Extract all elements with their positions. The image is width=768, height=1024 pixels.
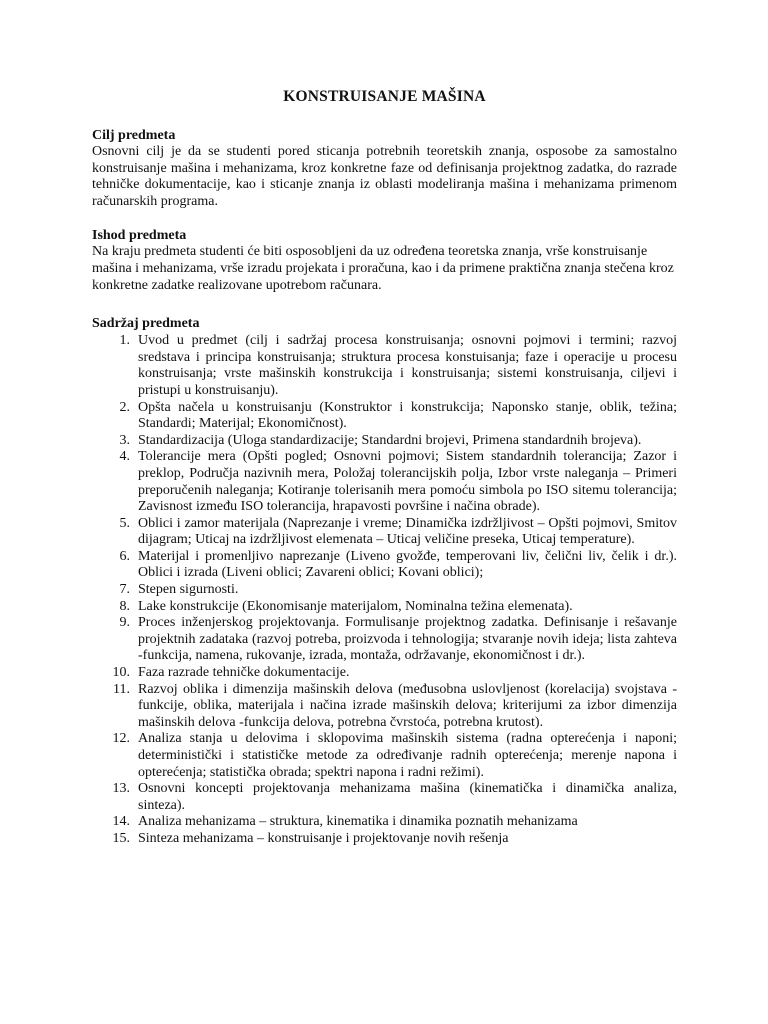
list-item	[92, 400, 677, 433]
list-item-text: Opšta načela u konstruisanju (Konstruktor i konstrukcija; Naponsko stanje, oblik, težina; Standardi; Materijal; Ekonomičnost).	[138, 399, 677, 432]
list-item-text: Proces inženjerskog projektovanja. Formulisanje projektnog zadatka. Definisanje i rešavanje projektnih zadataka (razvoj potreba, proizvoda i tehnologija; stvaranje novih ideja; lista zahteva -funkcija, namena, rukovanje, izrada, montaža, održavanje, ekonomičnost i dr.).	[138, 615, 677, 664]
list-item-number: 10.	[112, 665, 130, 681]
list-item-number: 1.	[119, 333, 130, 349]
list-item-number: 3.	[119, 432, 130, 448]
list-item	[92, 516, 677, 549]
list-item-text: Oblici i zamor materijala (Naprezanje i vreme; Dinamička izdržljivost – Opšti pojmovi, Smitov dijagram; Uticaj na izdržljivost elemenata – Uticaj veličine preseka, Uticaj temperature).	[138, 515, 677, 548]
list-item-number: 15.	[112, 830, 130, 846]
section-heading-course-content: Sadržaj predmeta	[92, 316, 200, 332]
section-heading-course-outcome: Ishod predmeta	[92, 228, 187, 244]
list-item	[92, 599, 677, 616]
list-item	[92, 433, 677, 450]
list-item-number: 13.	[112, 781, 130, 797]
list-item	[92, 449, 677, 515]
section-course-goal	[92, 127, 677, 210]
list-item-text: Sinteza mehanizama – konstruisanje i projektovanje novih rešenja	[138, 830, 509, 846]
section-course-outcome	[92, 227, 677, 294]
document-page	[92, 0, 677, 848]
course-content-list	[92, 333, 677, 847]
list-item-text: Uvod u predmet (cilj i sadržaj procesa konstruisanja; osnovni pojmovi i termini; razvoj sredstava i principa konstruisanja; struktura procesa konstuisanja; faze i operacije u procesu konstruisanja; vrste mašinskih konstrukcija i konstruisanja; sistemi konstruisanja, ciljevi i pristupi u konstruisanju).	[138, 333, 677, 398]
list-item-number: 9.	[119, 615, 130, 631]
list-item-number: 12.	[112, 731, 130, 747]
list-item-text: Analiza stanja u delovima i sklopovima mašinskih sistema (radna opterećenja i naponi; deterministički i statističke metode za određivanje radnih opterećenja; merenje napona i opterećenja; statistička obrada; spektri napona i radni režimi).	[138, 731, 677, 780]
section-course-content	[92, 315, 677, 847]
list-item-text: Faza razrade tehničke dokumentacije.	[138, 665, 350, 681]
list-item	[92, 682, 677, 732]
list-item	[92, 731, 677, 781]
list-item-number: 6.	[119, 548, 130, 564]
list-item-number: 7.	[119, 582, 130, 598]
list-item	[92, 831, 677, 848]
course-outcome-text: Na kraju predmeta studenti će biti osposobljeni da uz određena teoretska znanja, vrše konstruisanje mašina i mehanizama, vrše izradu projekata i proračuna, kao i da primene praktična znanja stečena kroz konkretne zadatke realizovane upotrebom računara.	[92, 244, 674, 293]
list-item	[92, 781, 677, 814]
list-item-text: Analiza mehanizama – struktura, kinematika i dinamika poznatih mehanizama	[138, 814, 578, 830]
list-item-text: Osnovni koncepti projektovanja mehanizama mašina (kinematička i dinamička analiza, sinteza).	[138, 781, 677, 813]
list-item	[92, 582, 677, 599]
list-item	[92, 333, 677, 399]
list-item-text: Tolerancije mera (Opšti pogled; Osnovni pojmovi; Sistem standardnih tolerancija; Zazor i preklop, Područja nazivnih mera, Položaj tolerancijskih polja, Izbor vrste naleganja – Primeri preporučenih naleganja; Kotiranje tolerisanih mera pomoću simbola po ISO sitemu tolerancija; Zavisnost između ISO tolerancija, hrapavosti površine i načina obrade).	[138, 449, 677, 515]
list-item-number: 2.	[119, 399, 130, 415]
document-title: KONSTRUISANJE MAŠINA	[283, 88, 486, 105]
list-item-text: Standardizacija (Uloga standardizacije; Standardni brojevi, Primena standardnih brojeva).	[138, 432, 642, 448]
list-item-number: 4.	[119, 449, 130, 465]
list-item-number: 11.	[113, 681, 130, 697]
list-item-text: Razvoj oblika i dimenzija mašinskih delova (međusobna uslovljenost (korelacija) svojstava -funkcije, oblika, materijala i načina izrade mašinskih delova; kriterijumi za izbor dimenzija mašinskih delova -funkcija delova, potrebna čvrstoća, potrebna krutost).	[138, 681, 677, 730]
list-item	[92, 665, 677, 682]
course-goal-text: Osnovni cilj je da se studenti pored sticanja potrebnih teoretskih znanja, osposobe za samostalno konstruisanje mašina i mehanizama, kroz konkretne faze od definisanja projektnog zadatka, do razrade tehničke dokumentacije, kao i sticanje znanja iz oblasti modeliranja mašina i mehanizama primenom računarskih programa.	[92, 144, 677, 209]
list-item	[92, 814, 677, 831]
list-item-text: Stepen sigurnosti.	[138, 582, 239, 598]
section-heading-course-goal: Cilj predmeta	[92, 128, 176, 143]
list-item-text: Materijal i promenljivo naprezanje (Liveno gvožđe, temperovani liv, čelični liv, čelik i dr.). Oblici i izrada (Liveni oblici; Zavareni oblici; Kovani oblici);	[138, 548, 677, 581]
list-item-number: 5.	[119, 515, 130, 531]
list-item	[92, 615, 677, 665]
list-item-number: 8.	[119, 598, 130, 614]
list-item-text: Lake konstrukcije (Ekonomisanje materijalom, Nominalna težina elemenata).	[138, 598, 573, 614]
list-item-number: 14.	[112, 814, 130, 830]
list-item	[92, 549, 677, 582]
